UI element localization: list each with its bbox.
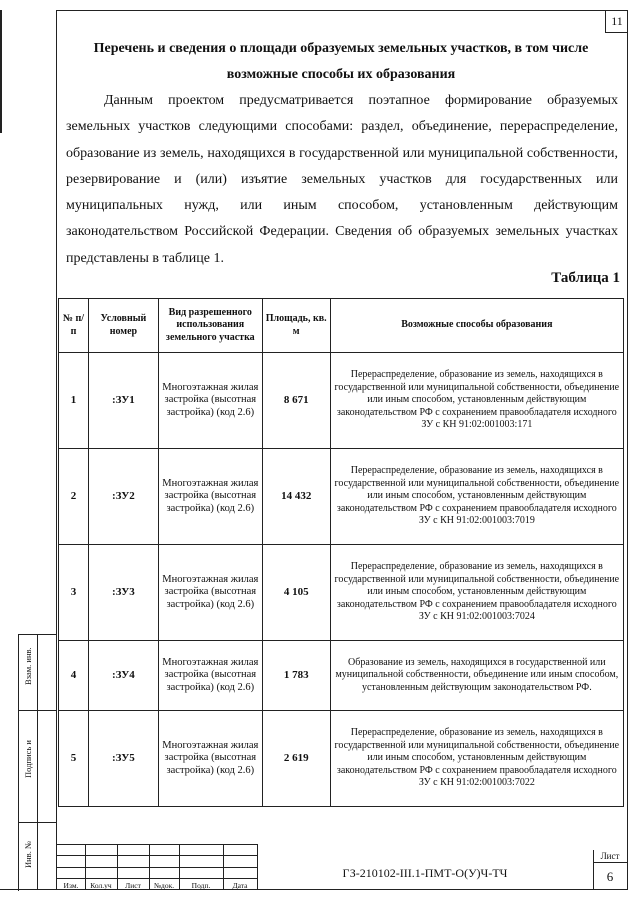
row-use: Многоэтажная жилая застройка (высотная застройка) (код 2.6) bbox=[158, 353, 262, 449]
row-code: :ЗУ1 bbox=[88, 353, 158, 449]
body-paragraph-text: Данным проектом предусматривается поэтапное формирование образуемых земельных участков следующими способами: раздел, объединение, перераспределение, образование из земель, находящихся в государственной или муниципальной собственности, резервирование и (или) изъятие земельных участков для государственных или муниципальных нужд, или иным способом, установленным действующим законодательством Российской Федерации. Сведения об образуемых земельных участках представлены в таблице 1. bbox=[66, 93, 618, 266]
table-row bbox=[59, 449, 624, 545]
stamp-grid-line bbox=[57, 855, 257, 856]
stamp-col-ndok: №док. bbox=[153, 881, 175, 890]
header-code: Условный номер bbox=[88, 299, 158, 353]
row-area: 1 783 bbox=[262, 641, 330, 711]
table-row bbox=[59, 711, 624, 807]
stamp-grid-line bbox=[57, 844, 257, 845]
row-use: Многоэтажная жилая застройка (высотная застройка) (код 2.6) bbox=[158, 641, 262, 711]
stamp-grid-line bbox=[593, 862, 627, 863]
title-block bbox=[57, 844, 627, 890]
row-methods: Перераспределение, образование из земель, находящихся в государственной или муниципальной собственности, объединение или иным способом, установленным действующим законодательством РФ с сохранением правообладателя исходного ЗУ с КН 91:02:001003:7024 bbox=[330, 545, 623, 641]
stamp-col-izm: Изм. bbox=[63, 881, 79, 890]
frame-border-right bbox=[627, 10, 628, 890]
table-row bbox=[59, 641, 624, 711]
row-code: :ЗУ2 bbox=[88, 449, 158, 545]
header-area: Площадь, кв. м bbox=[262, 299, 330, 353]
approval-strip-divider bbox=[18, 710, 56, 711]
table-caption: Таблица 1 bbox=[551, 270, 620, 286]
row-num: 2 bbox=[59, 449, 89, 545]
row-area: 4 105 bbox=[262, 545, 330, 641]
sheet-label: Лист bbox=[600, 851, 620, 861]
stamp-col-list: Лист bbox=[125, 881, 141, 890]
side-label-inv: Инв. № bbox=[23, 840, 33, 868]
body-paragraph bbox=[66, 88, 618, 272]
header-num: № п/п bbox=[59, 299, 89, 353]
row-num: 5 bbox=[59, 711, 89, 807]
row-code: :ЗУ4 bbox=[88, 641, 158, 711]
row-num: 4 bbox=[59, 641, 89, 711]
binding-cut-mark bbox=[0, 10, 2, 133]
row-num: 1 bbox=[59, 353, 89, 449]
row-use: Многоэтажная жилая застройка (высотная застройка) (код 2.6) bbox=[158, 545, 262, 641]
table-row bbox=[59, 353, 624, 449]
row-area: 8 671 bbox=[262, 353, 330, 449]
row-code: :ЗУ3 bbox=[88, 545, 158, 641]
stamp-grid-line bbox=[57, 878, 257, 879]
land-plots-table bbox=[58, 298, 624, 807]
stamp-grid-line bbox=[57, 867, 257, 868]
row-methods: Образование из земель, находящихся в государственной или муниципальной собственности, объединение или иным способом, установленным действующим законодательством РФ. bbox=[330, 641, 623, 711]
row-use: Многоэтажная жилая застройка (высотная застройка) (код 2.6) bbox=[158, 449, 262, 545]
row-use: Многоэтажная жилая застройка (высотная застройка) (код 2.6) bbox=[158, 711, 262, 807]
stamp-col-koluch: Кол.уч bbox=[90, 881, 112, 890]
row-code: :ЗУ5 bbox=[88, 711, 158, 807]
row-num: 3 bbox=[59, 545, 89, 641]
frame-border-top bbox=[56, 10, 628, 11]
side-label-podpis: Подпись и bbox=[23, 740, 33, 778]
stamp-col-podp: Подп. bbox=[191, 881, 211, 890]
stamp-col-data: Дата bbox=[232, 881, 248, 890]
table-header-row bbox=[59, 299, 624, 353]
document-code: ГЗ-210102-III.1-ПМТ-О(У)Ч-ТЧ bbox=[342, 866, 508, 880]
row-methods: Перераспределение, образование из земель, находящихся в государственной или муниципальной собственности, объединение или иным способом, установленным действующим законодательством РФ с сохранением правообладателя исходного ЗУ с КН 91:02:001003:7022 bbox=[330, 711, 623, 807]
header-use: Вид разрешенного использования земельного участка bbox=[158, 299, 262, 353]
row-methods: Перераспределение, образование из земель, находящихся в государственной или муниципальной собственности, объединение или иным способом, установленным действующим законодательством РФ с сохранением правообладателя исходного ЗУ с КН 91:02:001003:171 bbox=[330, 353, 623, 449]
side-label-vzam: Взам. инв. bbox=[23, 647, 33, 685]
page-number: 11 bbox=[605, 10, 628, 33]
approval-strip-divider bbox=[18, 822, 56, 823]
sheet-number: 6 bbox=[606, 869, 614, 884]
row-area: 2 619 bbox=[262, 711, 330, 807]
table-row bbox=[59, 545, 624, 641]
row-area: 14 432 bbox=[262, 449, 330, 545]
header-methods: Возможные способы образования bbox=[330, 299, 623, 353]
section-title: Перечень и сведения о площади образуемых земельных участков, в том числе возможные способы их образования bbox=[93, 41, 589, 82]
row-methods: Перераспределение, образование из земель, находящихся в государственной или муниципальной собственности, объединение или иным способом, установленным действующим законодательством РФ с сохранением правообладателя исходного ЗУ с КН 91:02:001003:7019 bbox=[330, 449, 623, 545]
